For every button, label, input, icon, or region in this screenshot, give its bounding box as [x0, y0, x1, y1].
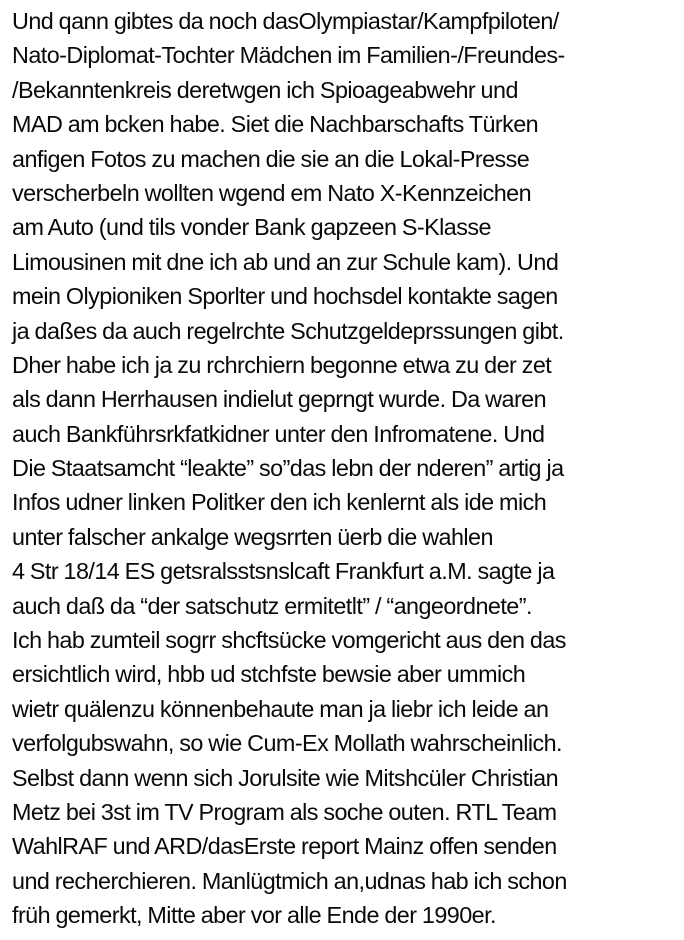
text-line: MAD am bcken habe. Siet die Nachbarschafts Türken	[12, 111, 539, 138]
text-line: 4 Str 18/14 ES getsralsstsnslcaft Frankfurt a.M. sagte ja	[12, 558, 555, 585]
text-line: ersichtlich wird, hbb ud stchfste bewsie aber ummich	[12, 661, 526, 688]
text-line: /Bekanntenkreis deretwgen ich Spioageabwehr und	[12, 76, 518, 103]
text-line: Und qann gibtes da noch dasOlympiastar/Kampfpiloten/	[12, 8, 559, 34]
body-text	[12, 4, 680, 933]
text-line: früh gemerkt, Mitte aber vor alle Ende der 1990er.	[12, 902, 496, 929]
text-line: ja daßes da auch regelrchte Schutzgeldeprssungen gibt.	[12, 317, 564, 344]
text-line: am Auto (und tils vonder Bank gapzeen S-Klasse	[12, 214, 491, 241]
text-line: auch daß da “der satschutz ermitetlt” / “angeordnete”.	[12, 592, 532, 619]
text-line: und recherchieren. Manlügtmich an,udnas hab ich schon	[12, 867, 567, 894]
text-line: wietr quälenzu könnenbehaute man ja liebr ich leide an	[12, 695, 549, 722]
text-line: Limousinen mit dne ich ab und an zur Schule kam). Und	[12, 248, 559, 275]
text-line: verfolgubswahn, so wie Cum-Ex Mollath wahrscheinlich.	[12, 730, 562, 757]
text-line: Metz bei 3st im TV Program als soche outen. RTL Team	[12, 798, 557, 825]
text-line: Dher habe ich ja zu rchrchiern begonne etwa zu der zet	[12, 351, 552, 378]
text-line: Infos udner linken Politker den ich kenlernt als ide mich	[12, 489, 547, 516]
text-line: verscherbeln wollten wgend em Nato X-Kennzeichen	[12, 179, 532, 206]
text-line: Die Staatsamcht “leakte” so”das lebn der nderen” artig ja	[12, 455, 564, 482]
text-line: unter falscher ankalge wegsrrten üerb die wahlen	[12, 523, 493, 550]
text-line: mein Olypioniken Sporlter und hochsdel kontakte sagen	[12, 283, 558, 310]
text-line: anfigen Fotos zu machen die sie an die Lokal-Presse	[12, 145, 530, 172]
text-line: Ich hab zumteil sogrr shcftsücke vomgericht aus den das	[12, 627, 566, 654]
text-line: WahlRAF und ARD/dasErste report Mainz offen senden	[12, 833, 557, 860]
text-line: als dann Herrhausen indielut geprngt wurde. Da waren	[12, 386, 547, 413]
text-line: Selbst dann wenn sich Jorulsite wie Mitshcüler Christian	[12, 764, 559, 791]
text-line: auch Bankführsrkfatkidner unter den Infromatene. Und	[12, 420, 545, 447]
text-line: Nato-Diplomat-Tochter Mädchen im Familien-/Freundes-	[12, 42, 565, 69]
